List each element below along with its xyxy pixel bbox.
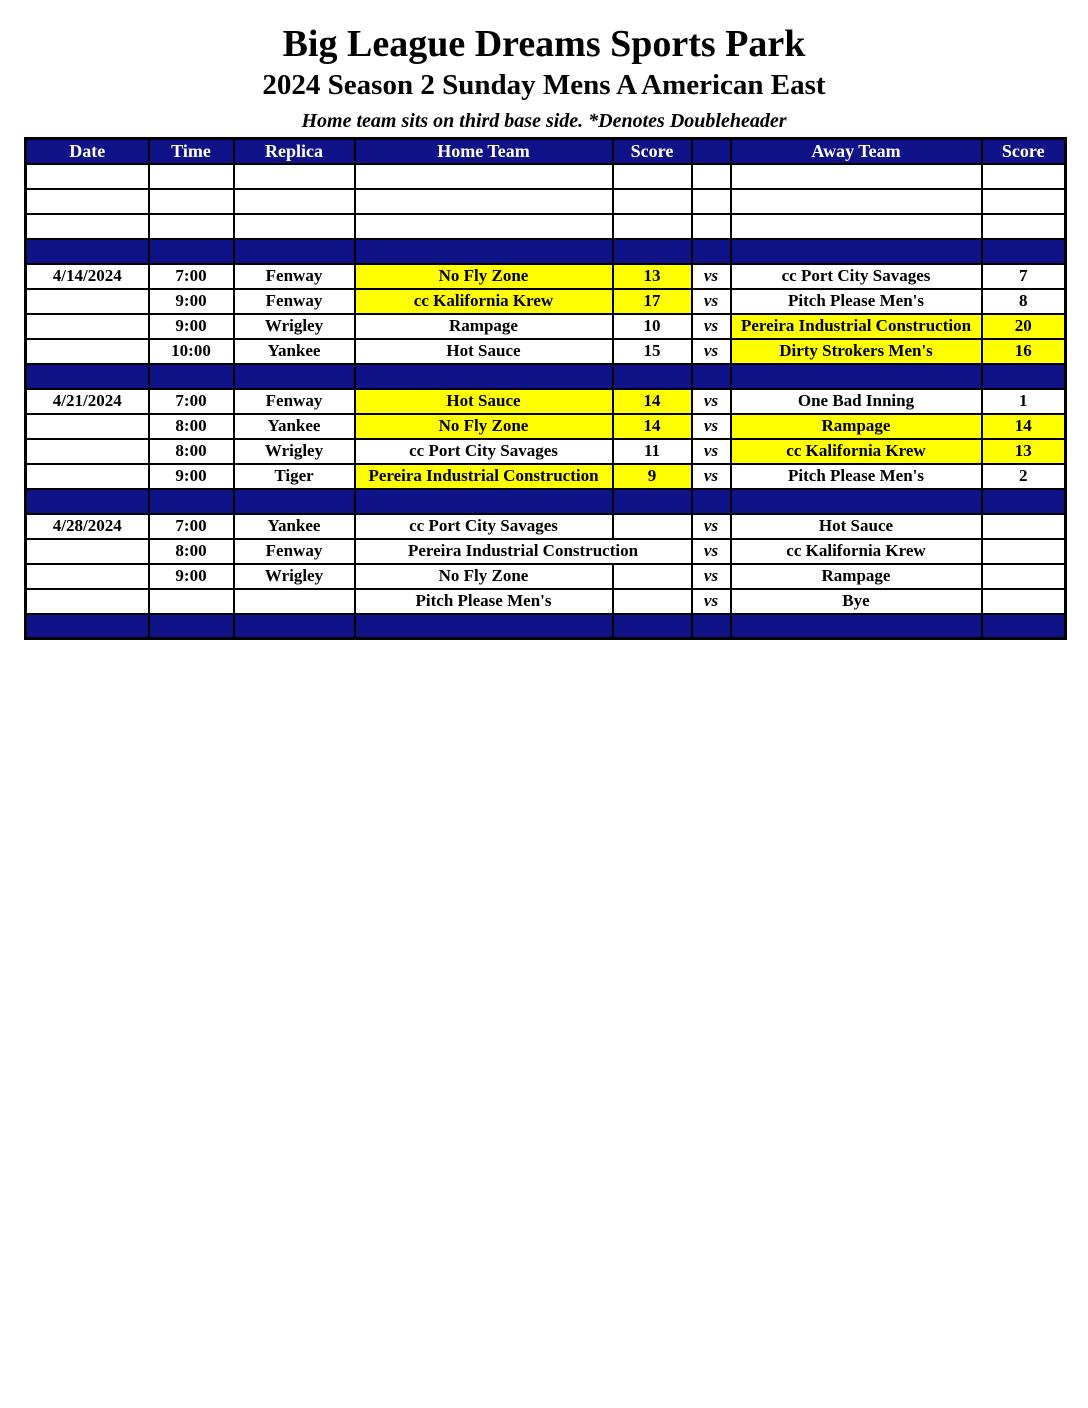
home-team-cell: Pereira Industrial Construction <box>355 464 613 489</box>
divider-cell-away-score <box>982 614 1066 639</box>
empty-cell-home-score <box>613 214 692 239</box>
away-team-cell: Rampage <box>731 414 982 439</box>
home-team-cell: Hot Sauce <box>355 339 613 364</box>
home-team-cell: cc Kalifornia Krew <box>355 289 613 314</box>
home-score-cell: 14 <box>613 414 692 439</box>
empty-cell-home-team <box>355 189 613 214</box>
home-score-cell <box>613 514 692 539</box>
game-row <box>26 589 1066 614</box>
game-row <box>26 439 1066 464</box>
empty-row <box>26 164 1066 189</box>
away-score-cell <box>982 514 1066 539</box>
away-team-cell: Bye <box>731 589 982 614</box>
empty-cell-date <box>26 164 149 189</box>
home-score-cell: 11 <box>613 439 692 464</box>
away-score-cell: 7 <box>982 264 1066 289</box>
game-row <box>26 414 1066 439</box>
divider-cell-vs <box>692 364 731 389</box>
time-cell: 10:00 <box>149 339 234 364</box>
divider-cell-date <box>26 489 149 514</box>
empty-row <box>26 214 1066 239</box>
date-cell: 4/28/2024 <box>26 514 149 539</box>
empty-cell-time <box>149 164 234 189</box>
vs-cell: vs <box>692 589 731 614</box>
divider-cell-home-score <box>613 239 692 264</box>
home-team-cell: No Fly Zone <box>355 414 613 439</box>
time-cell <box>149 589 234 614</box>
vs-cell: vs <box>692 389 731 414</box>
away-score-cell: 13 <box>982 439 1066 464</box>
away-score-cell: 8 <box>982 289 1066 314</box>
vs-cell: vs <box>692 464 731 489</box>
home-team-cell: No Fly Zone <box>355 564 613 589</box>
away-score-cell: 2 <box>982 464 1066 489</box>
divider-cell-replica <box>234 364 355 389</box>
schedule-table-head <box>26 139 1066 164</box>
away-team-cell: cc Kalifornia Krew <box>731 539 982 564</box>
date-cell <box>26 464 149 489</box>
divider-cell-away-team <box>731 364 982 389</box>
divider-cell-time <box>149 364 234 389</box>
vs-cell: vs <box>692 414 731 439</box>
column-header-vs <box>692 139 731 164</box>
away-team-cell: cc Port City Savages <box>731 264 982 289</box>
vs-cell: vs <box>692 539 731 564</box>
game-row <box>26 539 1066 564</box>
date-cell <box>26 539 149 564</box>
date-cell: 4/21/2024 <box>26 389 149 414</box>
empty-cell-date <box>26 214 149 239</box>
vs-cell: vs <box>692 314 731 339</box>
column-header-time: Time <box>149 139 234 164</box>
replica-cell: Fenway <box>234 539 355 564</box>
away-team-cell: Pereira Industrial Construction <box>731 314 982 339</box>
vs-cell: vs <box>692 339 731 364</box>
date-cell <box>26 589 149 614</box>
empty-cell-vs <box>692 214 731 239</box>
empty-cell-away-team <box>731 164 982 189</box>
away-score-cell: 20 <box>982 314 1066 339</box>
time-cell: 9:00 <box>149 464 234 489</box>
away-team-cell: Dirty Strokers Men's <box>731 339 982 364</box>
empty-cell-away-team <box>731 214 982 239</box>
replica-cell: Fenway <box>234 289 355 314</box>
column-header-home-score: Score <box>613 139 692 164</box>
divider-cell-time <box>149 614 234 639</box>
empty-cell-away-team <box>731 189 982 214</box>
vs-cell: vs <box>692 439 731 464</box>
divider-cell-away-team <box>731 239 982 264</box>
home-team-cell: Pitch Please Men's <box>355 589 613 614</box>
home-score-cell: 17 <box>613 289 692 314</box>
divider-cell-date <box>26 239 149 264</box>
empty-cell-away-score <box>982 189 1066 214</box>
time-cell: 9:00 <box>149 289 234 314</box>
home-score-cell <box>613 589 692 614</box>
divider-row <box>26 614 1066 639</box>
date-cell <box>26 314 149 339</box>
divider-cell-away-score <box>982 489 1066 514</box>
divider-cell-vs <box>692 614 731 639</box>
date-cell <box>26 289 149 314</box>
divider-cell-replica <box>234 614 355 639</box>
divider-row <box>26 364 1066 389</box>
empty-cell-time <box>149 214 234 239</box>
date-cell <box>26 414 149 439</box>
divider-cell-replica <box>234 489 355 514</box>
vs-cell: vs <box>692 514 731 539</box>
divider-cell-away-team <box>731 614 982 639</box>
page-note: Home team sits on third base side. *Denotes Doubleheader <box>301 110 787 132</box>
divider-cell-home-team <box>355 614 613 639</box>
game-row <box>26 339 1066 364</box>
page-subtitle: 2024 Season 2 Sunday Mens A American East <box>262 69 826 101</box>
replica-cell: Wrigley <box>234 564 355 589</box>
home-team-cell: Pereira Industrial Construction <box>355 539 692 564</box>
away-score-cell: 1 <box>982 389 1066 414</box>
home-score-cell: 14 <box>613 389 692 414</box>
game-row <box>26 389 1066 414</box>
replica-cell: Wrigley <box>234 439 355 464</box>
schedule-table-body <box>26 164 1066 639</box>
away-team-cell: Pitch Please Men's <box>731 289 982 314</box>
time-cell: 7:00 <box>149 264 234 289</box>
column-header-row <box>26 139 1066 164</box>
home-score-cell: 9 <box>613 464 692 489</box>
away-score-cell <box>982 564 1066 589</box>
divider-cell-away-team <box>731 489 982 514</box>
replica-cell <box>234 589 355 614</box>
home-team-cell: No Fly Zone <box>355 264 613 289</box>
date-cell <box>26 564 149 589</box>
away-team-cell: cc Kalifornia Krew <box>731 439 982 464</box>
divider-cell-home-team <box>355 489 613 514</box>
empty-cell-replica <box>234 189 355 214</box>
vs-cell: vs <box>692 264 731 289</box>
away-team-cell: Pitch Please Men's <box>731 464 982 489</box>
replica-cell: Fenway <box>234 389 355 414</box>
page-header <box>0 22 1088 134</box>
replica-cell: Fenway <box>234 264 355 289</box>
empty-cell-time <box>149 189 234 214</box>
away-score-cell: 16 <box>982 339 1066 364</box>
replica-cell: Wrigley <box>234 314 355 339</box>
date-cell <box>26 439 149 464</box>
divider-cell-away-score <box>982 239 1066 264</box>
vs-cell: vs <box>692 564 731 589</box>
game-row <box>26 314 1066 339</box>
time-cell: 8:00 <box>149 439 234 464</box>
column-header-replica: Replica <box>234 139 355 164</box>
away-team-cell: One Bad Inning <box>731 389 982 414</box>
away-score-cell: 14 <box>982 414 1066 439</box>
game-row <box>26 464 1066 489</box>
schedule-table <box>24 137 1067 640</box>
game-row <box>26 289 1066 314</box>
divider-cell-home-score <box>613 489 692 514</box>
empty-cell-away-score <box>982 214 1066 239</box>
vs-cell: vs <box>692 289 731 314</box>
divider-row <box>26 489 1066 514</box>
home-team-cell: Rampage <box>355 314 613 339</box>
date-cell: 4/14/2024 <box>26 264 149 289</box>
time-cell: 9:00 <box>149 564 234 589</box>
time-cell: 9:00 <box>149 314 234 339</box>
empty-row <box>26 189 1066 214</box>
divider-cell-away-score <box>982 364 1066 389</box>
column-header-away-team: Away Team <box>731 139 982 164</box>
game-row <box>26 264 1066 289</box>
time-cell: 7:00 <box>149 389 234 414</box>
column-header-date: Date <box>26 139 149 164</box>
replica-cell: Tiger <box>234 464 355 489</box>
replica-cell: Yankee <box>234 514 355 539</box>
date-cell <box>26 339 149 364</box>
time-cell: 8:00 <box>149 414 234 439</box>
empty-cell-home-team <box>355 164 613 189</box>
home-score-cell: 13 <box>613 264 692 289</box>
empty-cell-replica <box>234 214 355 239</box>
home-score-cell: 15 <box>613 339 692 364</box>
replica-cell: Yankee <box>234 414 355 439</box>
home-team-cell: cc Port City Savages <box>355 439 613 464</box>
empty-cell-away-score <box>982 164 1066 189</box>
divider-cell-home-score <box>613 364 692 389</box>
away-team-cell: Hot Sauce <box>731 514 982 539</box>
divider-cell-home-score <box>613 614 692 639</box>
home-score-cell: 10 <box>613 314 692 339</box>
divider-cell-home-team <box>355 364 613 389</box>
divider-cell-date <box>26 614 149 639</box>
column-header-away-score: Score <box>982 139 1066 164</box>
empty-cell-replica <box>234 164 355 189</box>
away-team-cell: Rampage <box>731 564 982 589</box>
time-cell: 7:00 <box>149 514 234 539</box>
away-score-cell <box>982 589 1066 614</box>
empty-cell-vs <box>692 189 731 214</box>
game-row <box>26 564 1066 589</box>
divider-row <box>26 239 1066 264</box>
game-row <box>26 514 1066 539</box>
empty-cell-home-score <box>613 189 692 214</box>
divider-cell-vs <box>692 489 731 514</box>
home-score-cell <box>613 564 692 589</box>
empty-cell-home-team <box>355 214 613 239</box>
away-score-cell <box>982 539 1066 564</box>
divider-cell-time <box>149 489 234 514</box>
divider-cell-replica <box>234 239 355 264</box>
column-header-home-team: Home Team <box>355 139 613 164</box>
time-cell: 8:00 <box>149 539 234 564</box>
empty-cell-vs <box>692 164 731 189</box>
page-title: Big League Dreams Sports Park <box>282 23 806 65</box>
home-team-cell: Hot Sauce <box>355 389 613 414</box>
divider-cell-time <box>149 239 234 264</box>
empty-cell-home-score <box>613 164 692 189</box>
replica-cell: Yankee <box>234 339 355 364</box>
divider-cell-home-team <box>355 239 613 264</box>
divider-cell-date <box>26 364 149 389</box>
empty-cell-date <box>26 189 149 214</box>
divider-cell-vs <box>692 239 731 264</box>
home-team-cell: cc Port City Savages <box>355 514 613 539</box>
